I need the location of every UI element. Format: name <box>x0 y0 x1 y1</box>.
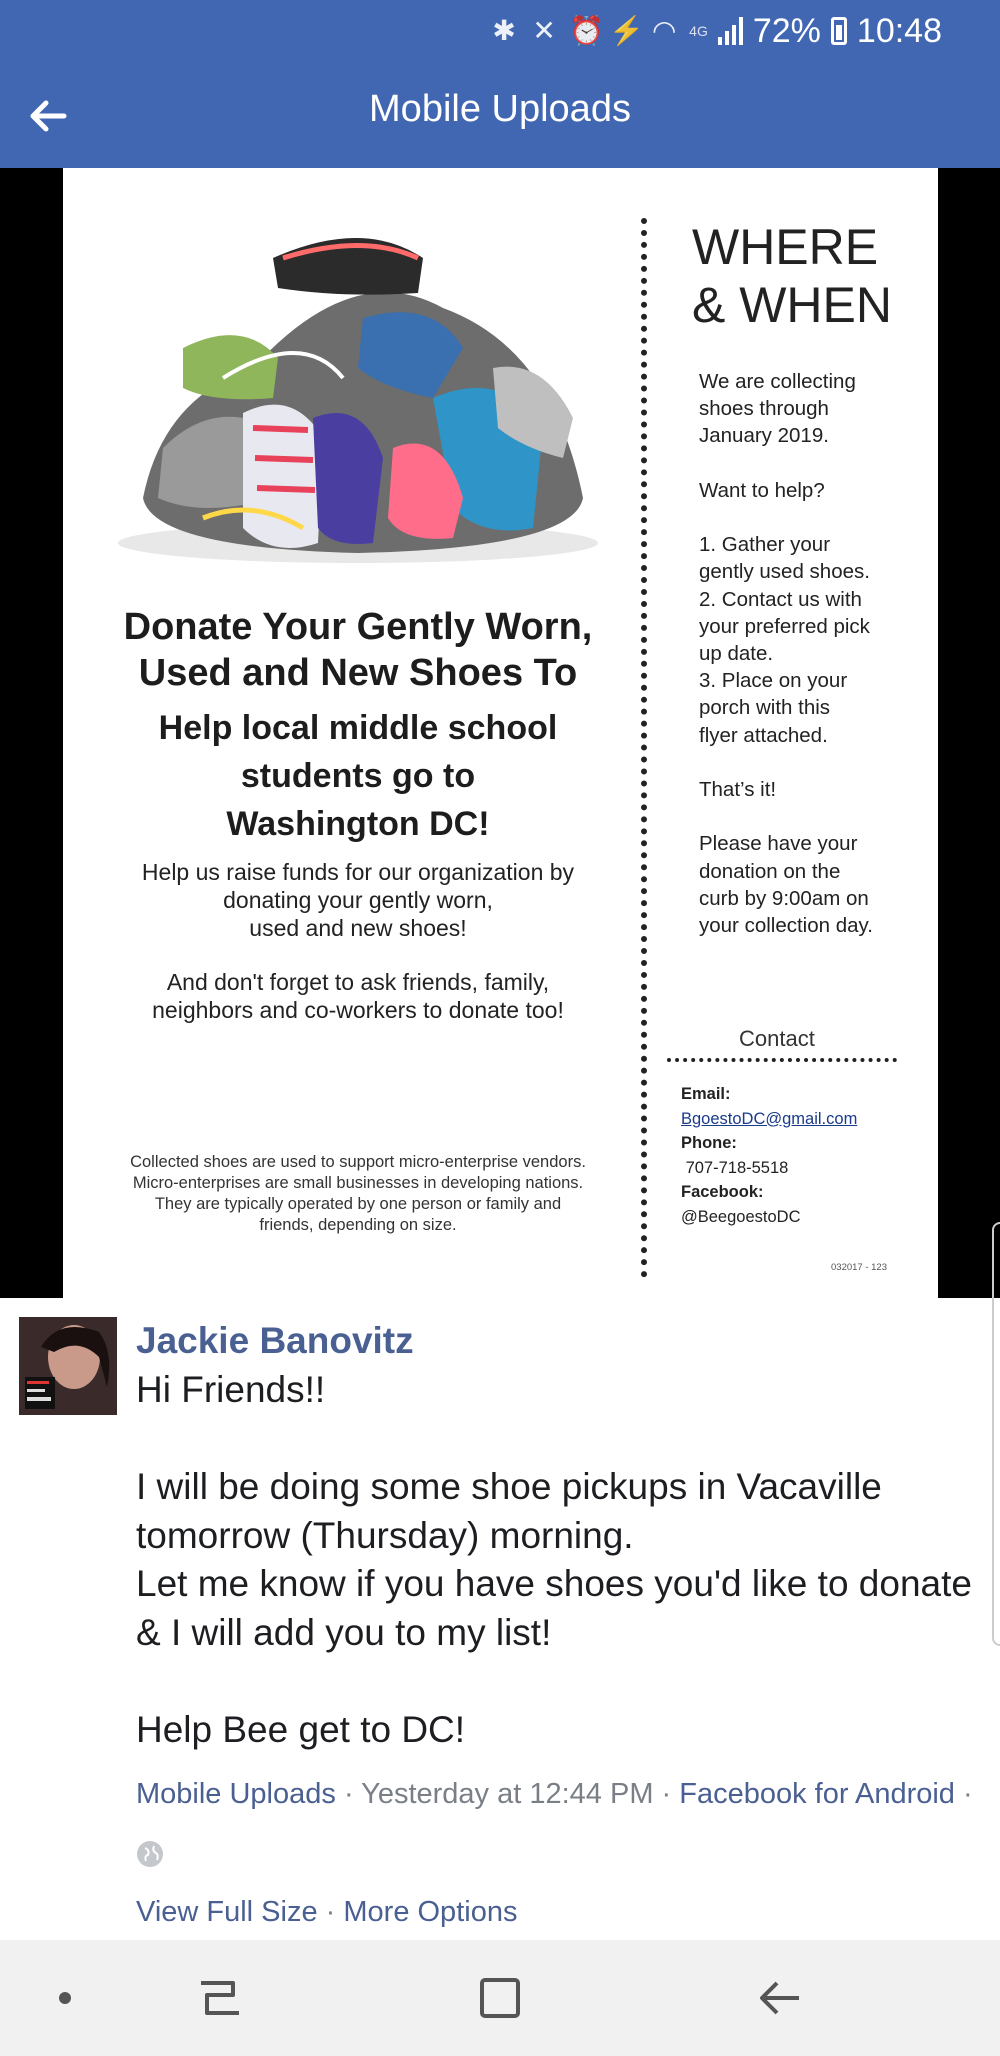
back-icon[interactable] <box>740 1940 820 2056</box>
actions-separator: · <box>317 1896 344 1928</box>
shoe-pile-image <box>103 198 613 568</box>
phone-label: Phone: <box>681 1134 737 1152</box>
flyer-fine-print: Collected shoes are used to support micro-enterprise vendors. Micro-enterprises are small businesses in developing nations. They are typically operated by one person or family and friends, depending on size. <box>130 1153 586 1234</box>
dot-icon[interactable] <box>30 1940 100 2056</box>
mute-icon: ✕ <box>532 15 556 46</box>
contact-heading: Contact <box>739 1026 815 1051</box>
status-icons <box>489 10 942 52</box>
signal-icon <box>718 17 743 45</box>
post-text: Hi Friends!! I will be doing some shoe pickups in Vacaville tomorrow (Thursday) morning. Let me know if you have shoes you'd like to donate & I will add you to my list! Help Bee get to DC! <box>136 1369 972 1751</box>
alarm-icon: ⏰ <box>569 15 605 46</box>
app-bar <box>0 62 1000 168</box>
page-title: Mobile Uploads <box>369 88 631 130</box>
meta-separator: · <box>653 1778 680 1810</box>
flyer-headline: Donate Your Gently Worn, Used and New Shoes To <box>123 606 593 694</box>
data-saver-icon: ⚡ <box>609 15 645 46</box>
flyer-body-2: And don't forget to ask friends, family, neighbors and co-workers to donate too! <box>152 969 564 1023</box>
clock: 10:48 <box>856 11 942 50</box>
wifi-icon: ◠ <box>651 15 677 46</box>
network-type: 4G <box>689 23 708 39</box>
email-label: Email: <box>681 1085 731 1103</box>
facebook-value: @BeegoestoDC <box>681 1207 801 1226</box>
avatar[interactable] <box>19 1317 117 1415</box>
album-link[interactable]: Mobile Uploads <box>136 1778 336 1810</box>
view-full-size-link[interactable]: View Full Size <box>136 1896 318 1928</box>
flyer-image <box>63 168 938 1298</box>
globe-icon <box>137 1841 163 1867</box>
post-author[interactable]: Jackie Banovitz <box>136 1320 414 1361</box>
facebook-label: Facebook: <box>681 1183 764 1201</box>
profile-photo <box>19 1317 117 1415</box>
contact-divider <box>667 1058 897 1062</box>
more-options-link[interactable]: More Options <box>343 1896 518 1928</box>
meta-separator: · <box>335 1778 362 1810</box>
flyer-instructions: We are collecting shoes through January 2019. Want to help? 1. Gather your gently used shoes. 2. Contact us with your preferred pick up date. 3. Place on your porch with this flyer attached. That’s it! Please have your donation on the curb by 9:00am on your collection day. <box>699 370 873 938</box>
photo-viewer[interactable] <box>0 168 1000 1298</box>
scrollbar[interactable] <box>992 1222 1000 1646</box>
battery-percent: 72% <box>752 11 821 50</box>
where-when-heading: WHERE & WHEN <box>692 219 892 333</box>
recent-apps-icon[interactable] <box>180 1940 260 2056</box>
system-nav-bar <box>0 1940 1000 2056</box>
home-icon[interactable] <box>460 1940 540 2056</box>
contact-details <box>681 1082 857 1229</box>
post-meta <box>136 1778 973 1811</box>
email-value: BgoestoDC@gmail.com <box>681 1109 858 1128</box>
flyer-subheadline: Help local middle school students go to Washington DC! <box>158 709 558 843</box>
bluetooth-icon: ✱ <box>492 15 516 46</box>
flyer-code: 032017 - 123 <box>831 1262 887 1273</box>
phone-value: 707-718-5518 <box>681 1158 789 1177</box>
app-link[interactable]: Facebook for Android <box>679 1778 955 1810</box>
flyer-body-1: Help us raise funds for our organization by donating your gently worn, used and new shoes! <box>141 859 575 941</box>
post-timestamp[interactable]: Yesterday at 12:44 PM <box>361 1778 654 1810</box>
flyer-divider <box>641 218 647 1278</box>
post-actions <box>136 1896 517 1929</box>
battery-icon <box>831 17 847 45</box>
status-bar <box>0 0 1000 62</box>
meta-separator: · <box>954 1778 973 1810</box>
